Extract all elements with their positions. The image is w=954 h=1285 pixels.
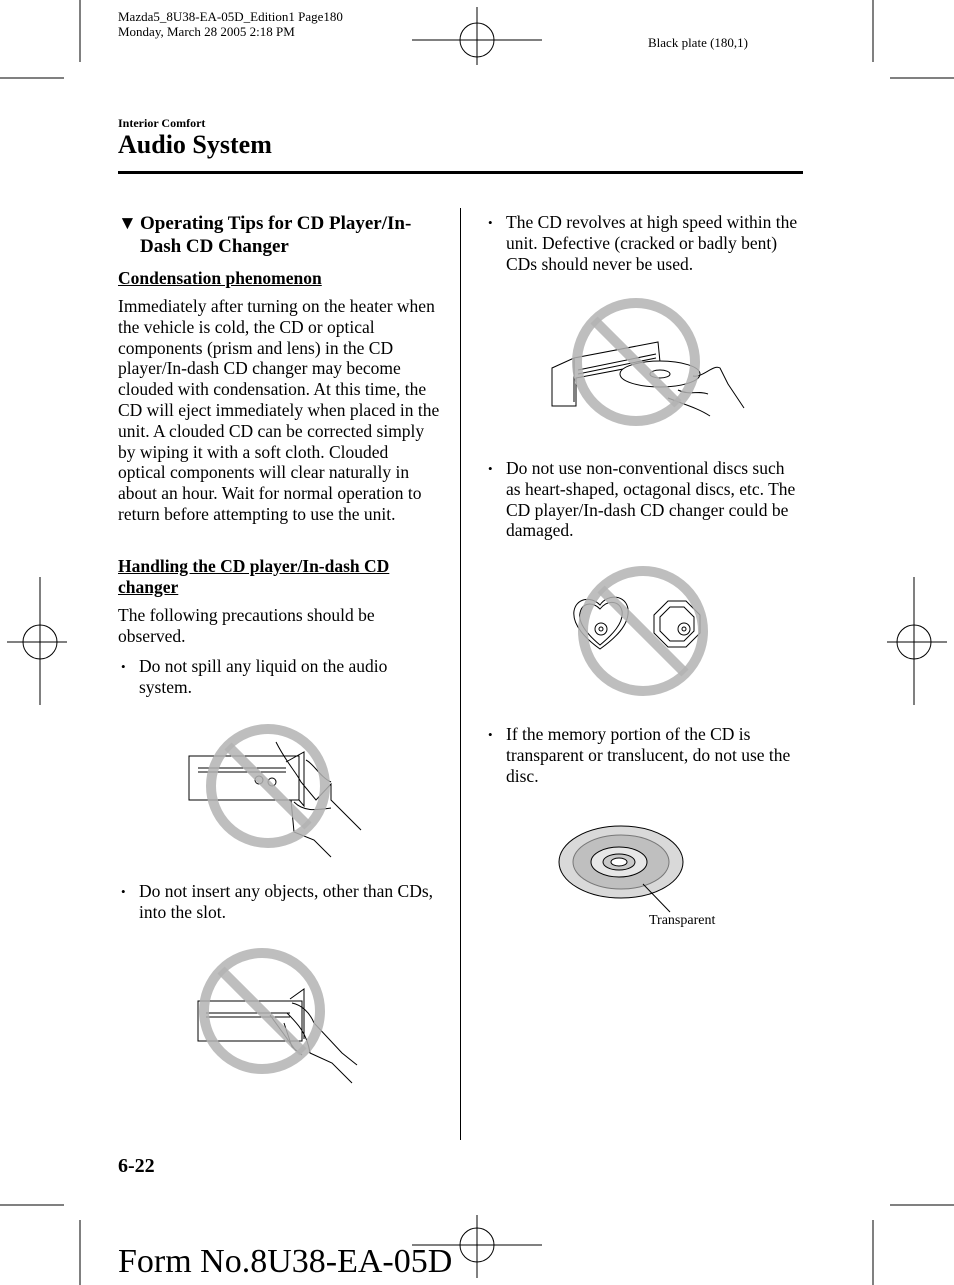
defective-cd-illustration	[548, 298, 748, 433]
paragraph-condensation: Immediately after turning on the heater when the vehicle is cold, the CD or optical components (prism and lens) in the CD player/In-dash CD changer may become clouded with condensation. At this time, the CD will eject immediately when placed in the unit. A clouded CD can be corrected simply by wiping it with a soft cloth. Clouded optical components will clear naturally in about an hour. Wait for normal operation to return before attempting to use the unit.	[118, 296, 440, 524]
bullet-defective-cd: The CD revolves at high speed within the unit. Defective (cracked or badly bent) CDs should never be used.	[506, 212, 798, 274]
page-title: Audio System	[118, 130, 272, 159]
bullet-icon: •	[121, 884, 126, 899]
title-rule	[118, 171, 803, 174]
bullet-icon: •	[488, 461, 493, 476]
registration-target-right	[879, 575, 949, 715]
bullet-icon: •	[488, 215, 493, 230]
bullet-liquid: Do not spill any liquid on the audio system.	[139, 656, 388, 697]
column-divider	[460, 208, 461, 1140]
file-line: Mazda5_8U38-EA-05D_Edition1 Page180	[118, 9, 343, 24]
transparent-disc-illustration	[555, 822, 695, 922]
subheading-condensation: Condensation phenomenon	[118, 268, 322, 288]
section-label: Interior Comfort	[118, 116, 206, 130]
form-number: Form No.8U38-EA-05D	[118, 1243, 453, 1280]
bullet-objects: Do not insert any objects, other than CDs, into the slot.	[139, 881, 434, 922]
date-line: Monday, March 28 2005 2:18 PM	[118, 24, 295, 39]
page-number: 6-22	[118, 1155, 155, 1177]
bullet-icon: •	[121, 659, 126, 674]
paragraph-precautions: The following precautions should be observed.	[118, 605, 375, 646]
no-objects-illustration	[192, 943, 367, 1083]
bullet-transparent: If the memory portion of the CD is transparent or translucent, do not use the disc.	[506, 724, 791, 786]
transparent-caption: Transparent	[649, 913, 716, 928]
bullet-icon: •	[488, 727, 493, 742]
section-heading: Operating Tips for CD Player/In-Dash CD Changer	[140, 213, 412, 257]
subheading-handling: Handling the CD player/In-dash CD changer	[118, 556, 390, 597]
non-conventional-discs-illustration	[568, 563, 718, 703]
bullet-non-conventional: Do not use non-conventional discs such as heart-shaped, octagonal discs, etc. The CD player/In-dash CD changer could be damaged.	[506, 458, 796, 541]
registration-target-left	[5, 575, 75, 715]
heading-marker-icon: ▼	[118, 213, 137, 234]
file-info	[118, 9, 343, 39]
plate-label: Black plate (180,1)	[648, 35, 748, 50]
no-liquid-illustration	[186, 722, 366, 857]
registration-target-top	[407, 5, 547, 75]
